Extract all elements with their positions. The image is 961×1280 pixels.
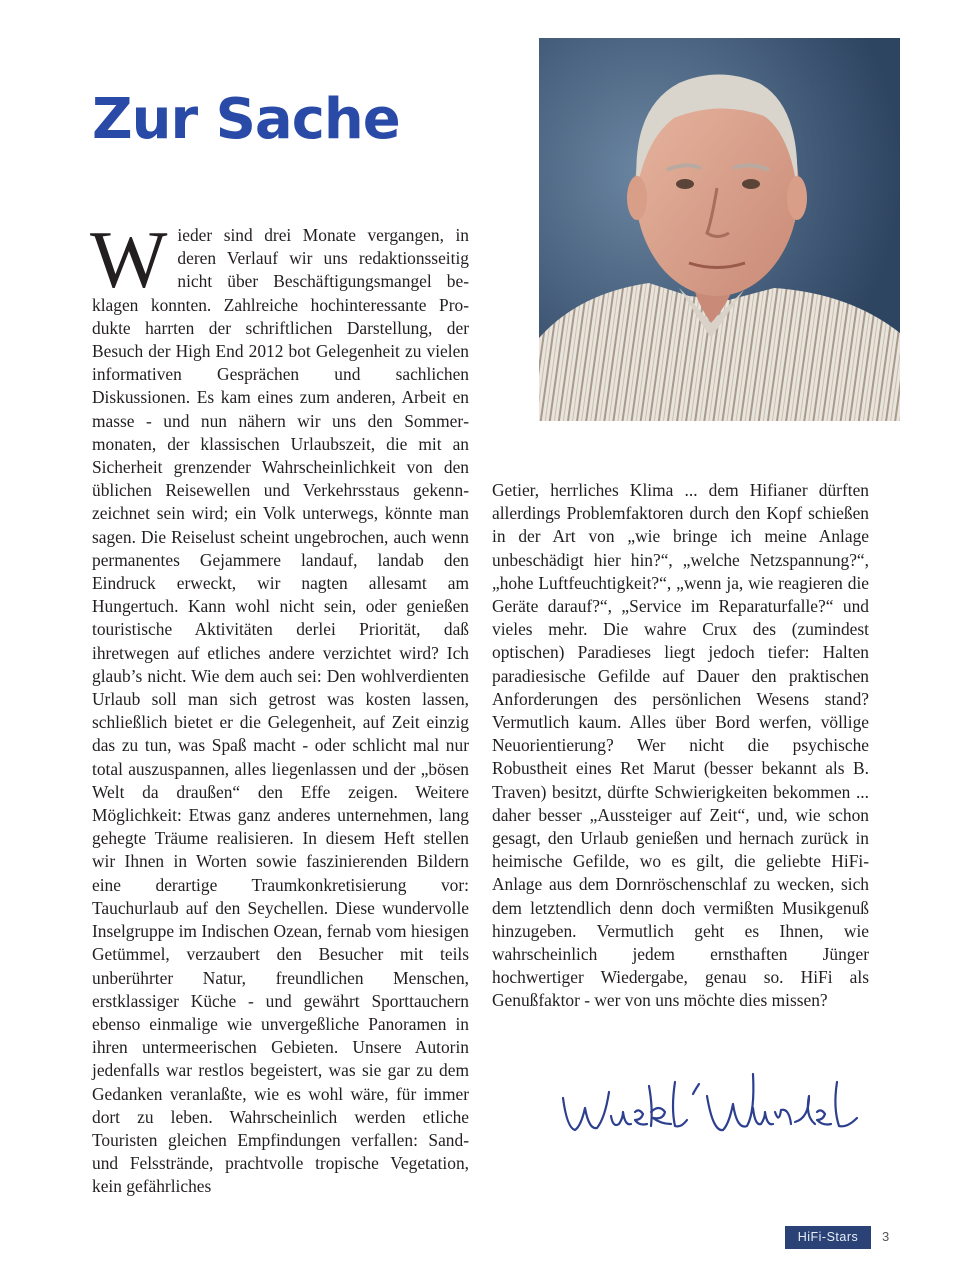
article-paragraph-1 (90, 214, 469, 1199)
article-column-right (492, 479, 869, 1013)
article-text-left: ieder sind drei Monate vergangen, in deren Verlauf wir uns redaktionsseitig nicht über Beschäftigungsmangel beklagen konnten. Zahlreiche hochinteressante Produkte harrten der schriftlichen Darstellung, der Besuch der High End 2012 bot Gelegenheit zu vielen informativen Gesprächen und sachlichen Diskussionen. Es kam eines zum anderen, Arbeit en masse - und nun nähern wir uns den Sommermonaten, der klassischen Urlaubszeit, die mit an Sicherheit grenzender Wahrscheinlichkeit von den üblichen Reisewellen und Verkehrsstaus gekennzeichnet sein wird; ein Volk unterwegs, könnte man sagen. Die Reiselust scheint ungebrochen, auch wenn permanentes Gejammere landauf, landab den Eindruck erweckt, wir nagten allesamt am Hungertuch. Kann wohl nicht sein, oder genießen touristische Aktivitäten derlei Priorität, daß ihretwegen auf etliches andere verzichtet wird? Ich glaub’s nicht. Wie dem auch sei: Den wohlverdienten Urlaub soll man sich getrost was kosten lassen, schließlich bietet er die Gelegenheit, auf Zeit einzig das zu tun, was Spaß macht - oder schlicht mal nur total auszuspannen, alles liegenlassen und der „bösen Welt da draußen“ den Effe zeigen. Weitere Möglichkeit: Etwas ganz anderes unternehmen, lang gehegte Träume realisieren. In diesem Heft stellen wir Ihnen in Worten sowie faszinierenden Bildern eine derartige Traumkonkretisierung vor: Tauchurlaub auf den Seychellen. Diese wundervolle Inselgruppe im Indischen Ozean, fernab vom hiesigen Getümmel, verzaubert den Besucher mit teils unberührter Natur, freundlichen Menschen, erstklassiger Küche - und gewährt Sporttauchern ebenso einmalige wie unvergeßliche Panoramen in ihren untermeerischen Gebieten. Unsere Autorin jedenfalls war restlos begeistert, was sie gar zu dem Gedanken veranlaßte, wie es wohl wäre, für immer dort zu leben. Wahrscheinlich werden etliche Touristen gleichen Empfindungen verfallen: Sand- und Felsstrände, prachtvolle tropische Vegetation, kein gefährliches (92, 225, 469, 1197)
article-column-left (90, 214, 469, 1199)
drop-cap: W (90, 214, 168, 305)
page-number: 3 (882, 1229, 890, 1244)
hifi-stars-logo: HiFi-Stars (785, 1226, 871, 1249)
author-portrait-photo (539, 38, 900, 421)
article-paragraph-2: Getier, herrliches Klima ... dem Hifianer dürften allerdings Problemfaktoren durch den Kopf schießen in der Art von „wie bringe ich meine Anlage unbeschädigt hier hin?“, „welche Netzspannung?“, „hohe Luftfeuchtigkeit?“, „wenn ja, wie reagieren die Geräte darauf?“, „Service im Reparaturfalle?“ und vieles mehr. Die wahre Crux des (zumindest optischen) Paradieses liegt jedoch tiefer: Halten paradiesische Gefilde auf Dauer den praktischen Anforderungen des persönlichen Wesens stand? Vermutlich kaum. Alles über Bord werfen, völlige Neuorientierung? Wer nicht die psychische Robustheit eines Ret Marut (besser bekannt als B. Traven) besitzt, dürfte Schwierigkeiten bekommen ... daher besser „Aussteiger auf Zeit“, und, wie schon gesagt, den Urlaub genießen und hernach zurück in heimische Gefilde, wo es gilt, die geliebte HiFi-Anlage aus dem Dornröschenschlaf zu wecken, sich dem letztendlich denn doch vermißten Musikgenuß hinzugeben. Vermutlich geht es Ihnen, wie wahrscheinlich jedem ernsthaften Jünger hochwertiger Wiedergabe, genau so. HiFi als Genußfaktor - wer von uns möchte dies missen? (492, 480, 869, 1011)
page-title: Zur Sache (92, 87, 400, 152)
signature-icon (557, 1068, 867, 1158)
author-portrait-icon (539, 38, 900, 421)
